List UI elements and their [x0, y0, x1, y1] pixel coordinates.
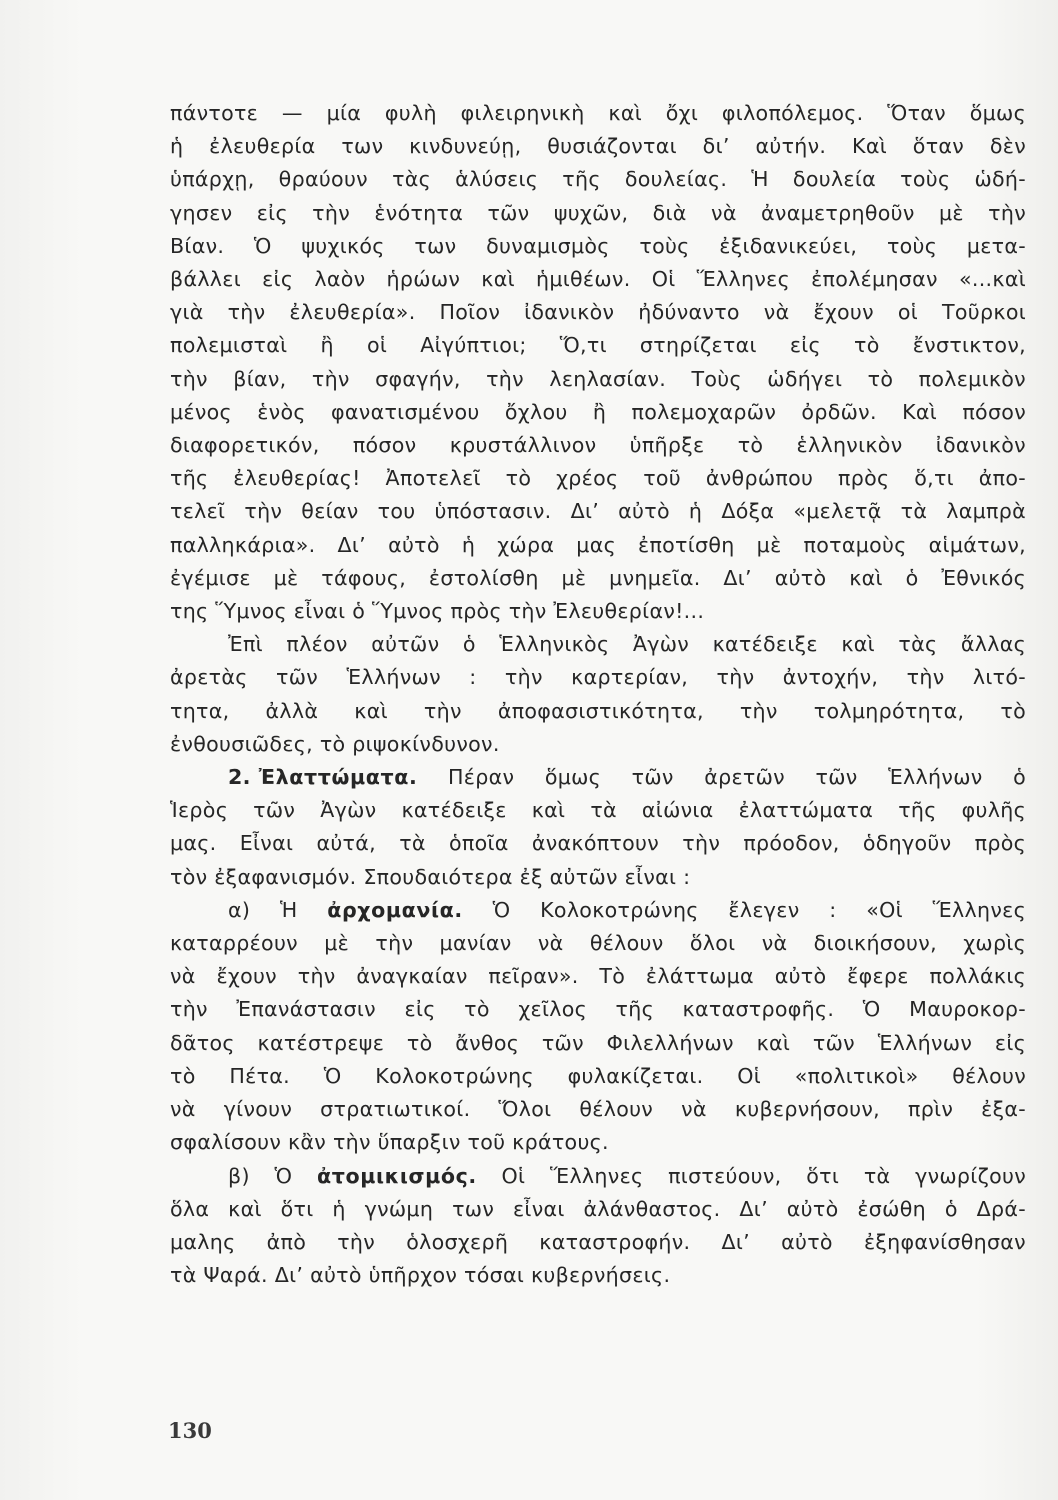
text-line: τὴν βίαν, τὴν σφαγήν, τὴν λεηλασίαν. Τοὺς ὡδήγει τὸ πολεμικὸν — [170, 366, 1026, 391]
text-line: γησεν εἰς τὴν ἑνότητα τῶν ψυχῶν, διὰ νὰ ἀναμετρηθοῦν μὲ τὴν — [170, 200, 1026, 225]
text-line: Πέραν ὅμως τῶν ἀρετῶν τῶν Ἑλλήνων ὁ — [448, 765, 1026, 790]
text-line: Βίαν. Ὁ ψυχικός των δυναμισμὸς τοὺς ἐξιδανικεύει, τοὺς μετα- — [170, 233, 1026, 258]
item-b-line — [170, 1160, 1026, 1193]
text-line: τὸ Πέτα. Ὁ Κολοκοτρώνης φυλακίζεται. Οἱ «πολιτικοὶ» θέλουν — [170, 1063, 1026, 1088]
text-line: τῆς ἐλευθερίας! Ἀποτελεῖ τὸ χρέος τοῦ ἀνθρώπου πρὸς ὅ,τι ἀπο- — [170, 466, 1026, 491]
text-line: καταρρέουν μὲ τὴν μανίαν νὰ θέλουν ὅλοι νὰ διοικήσουν, χωρὶς — [170, 931, 1026, 956]
text-line: Ὁ Κολοκοτρώνης ἔλεγεν : «Οἱ Ἕλληνες — [492, 897, 1026, 922]
page-number: 130 — [168, 1418, 212, 1443]
text-line: μένος ἑνὸς φανατισμένου ὄχλου ἢ πολεμοχαρῶν ὀρδῶν. Καὶ πόσον — [170, 399, 1026, 424]
text-line: πολεμισταὶ ἢ οἱ Αἰγύπτιοι; Ὅ,τι στηρίζεται εἰς τὸ ἔνστικτον, — [170, 333, 1026, 358]
text-line: ἡ ἐλευθερία των κινδυνεύῃ, θυσιάζονται δι’ αὐτήν. Καὶ ὅταν δὲν — [170, 134, 1026, 159]
section-number: 2. — [228, 765, 251, 790]
text-line: τελεῖ τὴν θείαν του ὑπόστασιν. Δι’ αὐτὸ ἡ Δόξα «μελετᾷ τὰ λαμπρὰ — [170, 499, 1026, 524]
text-line: παλληκάρια». Δι’ αὐτὸ ἡ χώρα μας ἐποτίσθη μὲ ποταμοὺς αἱμάτων, — [170, 532, 1026, 557]
section-title: Ἐλαττώματα. — [258, 765, 418, 790]
text-line: νὰ ἔχουν τὴν ἀναγκαίαν πεῖραν». Τὸ ἐλάττωμα αὐτὸ ἔφερε πολλάκις — [170, 964, 1026, 989]
text-line: ὅλα καὶ ὅτι ἡ γνώμη των εἶναι ἀλάνθαστος. Δι’ αὐτὸ ἐσώθη ὁ Δρά- — [170, 1196, 1026, 1221]
text-line: μας. Εἶναι αὐτά, τὰ ὁποῖα ἀνακόπτουν τὴν πρόοδον, ὁδηγοῦν πρὸς — [170, 831, 1026, 856]
text-line: Ἐπὶ πλέον αὐτῶν ὁ Ἑλληνικὸς Ἀγὼν κατέδειξε καὶ τὰς ἄλλας — [228, 632, 1026, 657]
item-marker: α) Ἡ — [228, 897, 298, 922]
text-line: της Ὕμνος εἶναι ὁ Ὕμνος πρὸς τὴν Ἐλευθερίαν!... — [170, 599, 705, 624]
text-line: ἀρετὰς τῶν Ἑλλήνων : τὴν καρτερίαν, τὴν ἀντοχήν, τὴν λιτό- — [170, 665, 1026, 690]
text-line: νὰ γίνουν στρατιωτικοί. Ὅλοι θέλουν νὰ κυβερνήσουν, πρὶν ἐξα- — [170, 1097, 1026, 1122]
text-line: βάλλει εἰς λαὸν ἡρώων καὶ ἡμιθέων. Οἱ Ἕλληνες ἐπολέμησαν «...καὶ — [170, 267, 1026, 292]
text-line: τὸν ἐξαφανισμόν. Σπουδαιότερα ἐξ αὐτῶν εἶναι : — [170, 864, 691, 889]
section-heading-line — [170, 761, 1026, 794]
text-line: πάντοτε — μία φυλὴ φιλειρηνικὴ καὶ ὄχι φιλοπόλεμος. Ὅταν ὅμως — [170, 101, 1026, 125]
text-line: ἐγέμισε μὲ τάφους, ἐστολίσθη μὲ μνημεῖα. Δι’ αὐτὸ καὶ ὁ Ἐθνικός — [170, 565, 1026, 590]
text-line: σφαλίσουν κἂν τὴν ὕπαρξιν τοῦ κράτους. — [170, 1130, 609, 1155]
item-title: ἀτομικισμός. — [316, 1163, 477, 1188]
text-line: τὴν Ἐπανάστασιν εἰς τὸ χεῖλος τῆς καταστροφῆς. Ὁ Μαυροκορ- — [170, 997, 1026, 1022]
item-title: ἀρχομανία. — [327, 897, 463, 922]
item-a-line — [170, 894, 1026, 927]
text-line: διαφορετικόν, πόσον κρυστάλλινον ὑπῆρξε τὸ ἑλληνικὸν ἰδανικὸν — [170, 433, 1026, 458]
text-line: Οἱ Ἕλληνες πιστεύουν, ὅτι τὰ γνωρίζουν — [501, 1163, 1026, 1188]
text-line: ὑπάρχῃ, θραύουν τὰς ἁλύσεις τῆς δουλείας. Ἡ δουλεία τοὺς ὡδή- — [170, 167, 1026, 192]
text-line: μαλης ἀπὸ τὴν ὁλοσχερῆ καταστροφήν. Δι’ αὐτὸ ἐξηφανίσθησαν — [170, 1229, 1026, 1254]
text-line: δᾶτος κατέστρεψε τὸ ἄνθος τῶν Φιλελλήνων καὶ τῶν Ἑλλήνων εἰς — [170, 1030, 1026, 1055]
text-line: ἐνθουσιῶδες, τὸ ριψοκίνδυνον. — [170, 731, 500, 756]
body-text — [170, 97, 1026, 1292]
text-line: τητα, ἀλλὰ καὶ τὴν ἀποφασιστικότητα, τὴν τολμηρότητα, τὸ — [170, 698, 1026, 723]
text-line: γιὰ τὴν ἐλευθερία». Ποῖον ἰδανικὸν ἠδύναντο νὰ ἔχουν οἱ Τοῦρκοι — [170, 300, 1026, 325]
item-marker: β) Ὁ — [228, 1163, 293, 1188]
text-line: τὰ Ψαρά. Δι’ αὐτὸ ὑπῆρχον τόσαι κυβερνήσεις. — [170, 1263, 671, 1288]
text-line: Ἱερὸς τῶν Ἀγὼν κατέδειξε καὶ τὰ αἰώνια ἐλαττώματα τῆς φυλῆς — [170, 798, 1026, 823]
